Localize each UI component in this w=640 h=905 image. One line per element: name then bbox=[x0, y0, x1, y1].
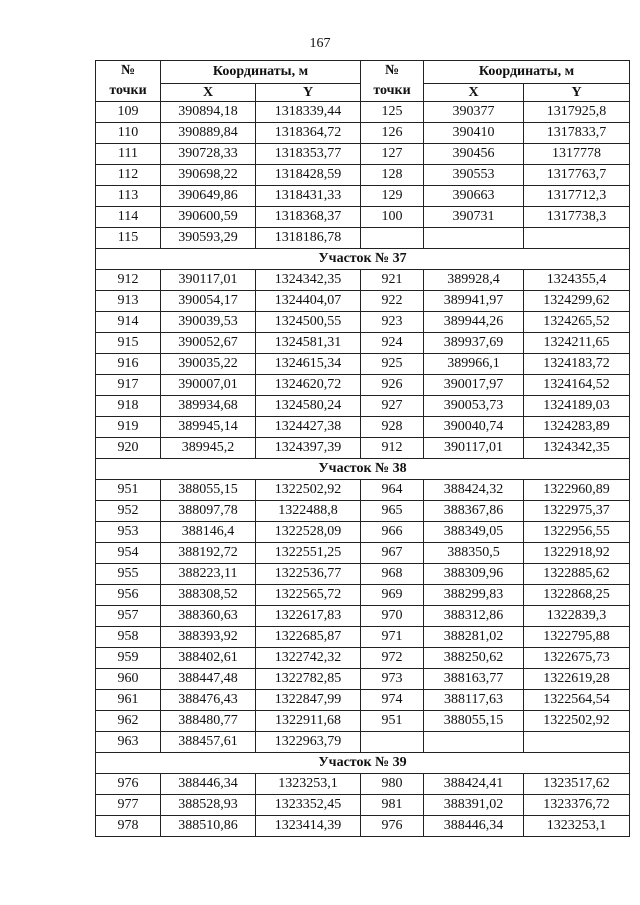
y-coordinate-cell: 1324283,89 bbox=[524, 417, 630, 438]
point-number-cell: 954 bbox=[96, 543, 161, 564]
table-row bbox=[96, 207, 630, 228]
point-number-cell: 956 bbox=[96, 585, 161, 606]
y-coordinate-cell: 1322551,25 bbox=[256, 543, 361, 564]
x-coordinate-cell: 388446,34 bbox=[161, 774, 256, 795]
y-coordinate-cell: 1317712,3 bbox=[524, 186, 630, 207]
table-row bbox=[96, 312, 630, 333]
x-coordinate-cell: 388480,77 bbox=[161, 711, 256, 732]
y-coordinate-cell: 1322617,83 bbox=[256, 606, 361, 627]
x-coordinate-cell: 390040,74 bbox=[424, 417, 524, 438]
y-coordinate-cell: 1317778 bbox=[524, 144, 630, 165]
y-coordinate-cell: 1322619,28 bbox=[524, 669, 630, 690]
x-coordinate-cell: 389944,26 bbox=[424, 312, 524, 333]
x-coordinate-cell: 388308,52 bbox=[161, 585, 256, 606]
x-coordinate-cell: 388402,61 bbox=[161, 648, 256, 669]
x-coordinate-cell: 389937,69 bbox=[424, 333, 524, 354]
y-coordinate-cell: 1323352,45 bbox=[256, 795, 361, 816]
points-label: точки bbox=[109, 83, 147, 98]
point-number-cell: 126 bbox=[361, 123, 424, 144]
x-coordinate-cell: 390039,53 bbox=[161, 312, 256, 333]
x-coordinate-cell: 388055,15 bbox=[424, 711, 524, 732]
table-row bbox=[96, 690, 630, 711]
x-coordinate-cell: 388097,78 bbox=[161, 501, 256, 522]
x-coordinate-cell: 390007,01 bbox=[161, 375, 256, 396]
point-number-cell: 971 bbox=[361, 627, 424, 648]
point-number-cell: 125 bbox=[361, 102, 424, 123]
y-coordinate-cell: 1322911,68 bbox=[256, 711, 361, 732]
point-number-cell: 100 bbox=[361, 207, 424, 228]
point-number-cell: 953 bbox=[96, 522, 161, 543]
point-number-cell: 965 bbox=[361, 501, 424, 522]
points-label: точки bbox=[373, 83, 411, 98]
x-coordinate-cell: 388192,72 bbox=[161, 543, 256, 564]
y-coordinate-cell: 1324164,52 bbox=[524, 375, 630, 396]
y-coordinate-cell: 1324183,72 bbox=[524, 354, 630, 375]
point-number-cell: 966 bbox=[361, 522, 424, 543]
y-coordinate-cell bbox=[524, 732, 630, 753]
x-coordinate-cell: 389945,14 bbox=[161, 417, 256, 438]
point-number-cell: 970 bbox=[361, 606, 424, 627]
x-coordinate-cell: 389966,1 bbox=[424, 354, 524, 375]
table-row bbox=[96, 375, 630, 396]
table-row bbox=[96, 228, 630, 249]
x-coordinate-cell: 388476,43 bbox=[161, 690, 256, 711]
x-coordinate-cell: 388117,63 bbox=[424, 690, 524, 711]
table-row bbox=[96, 816, 630, 837]
x-coordinate-cell: 390456 bbox=[424, 144, 524, 165]
table-row bbox=[96, 354, 630, 375]
point-number-cell: 912 bbox=[361, 438, 424, 459]
y-coordinate-cell: 1322960,89 bbox=[524, 480, 630, 501]
table-row bbox=[96, 795, 630, 816]
y-coordinate-cell: 1324404,07 bbox=[256, 291, 361, 312]
y-coordinate-cell: 1317763,7 bbox=[524, 165, 630, 186]
x-coordinate-cell: 389934,68 bbox=[161, 396, 256, 417]
point-number-cell bbox=[361, 732, 424, 753]
y-coordinate-cell: 1322536,77 bbox=[256, 564, 361, 585]
x-coordinate-cell: 388424,41 bbox=[424, 774, 524, 795]
y-coordinate-cell: 1322885,62 bbox=[524, 564, 630, 585]
y-coordinate-cell: 1322675,73 bbox=[524, 648, 630, 669]
section-title-row bbox=[96, 753, 630, 774]
x-coordinate-cell: 390698,22 bbox=[161, 165, 256, 186]
table-row bbox=[96, 585, 630, 606]
page-number: 167 bbox=[309, 36, 331, 51]
x-coordinate-cell: 390889,84 bbox=[161, 123, 256, 144]
x-coordinate-cell: 388424,32 bbox=[424, 480, 524, 501]
point-number-cell: 115 bbox=[96, 228, 161, 249]
point-number-cell bbox=[361, 228, 424, 249]
y-coordinate-cell: 1317738,3 bbox=[524, 207, 630, 228]
point-number-cell: 976 bbox=[96, 774, 161, 795]
point-number-cell: 951 bbox=[96, 480, 161, 501]
point-number-cell: 912 bbox=[96, 270, 161, 291]
table-row bbox=[96, 165, 630, 186]
y-coordinate-cell bbox=[524, 228, 630, 249]
y-coordinate-cell: 1324189,03 bbox=[524, 396, 630, 417]
y-coordinate-cell: 1322564,54 bbox=[524, 690, 630, 711]
y-coordinate-cell: 1323253,1 bbox=[524, 816, 630, 837]
y-coordinate-cell: 1322839,3 bbox=[524, 606, 630, 627]
table-row bbox=[96, 480, 630, 501]
y-coordinate-cell: 1323517,62 bbox=[524, 774, 630, 795]
point-number-cell: 916 bbox=[96, 354, 161, 375]
point-number-cell: 927 bbox=[361, 396, 424, 417]
x-coordinate-cell: 390117,01 bbox=[161, 270, 256, 291]
y-coordinate-cell: 1322795,88 bbox=[524, 627, 630, 648]
section-title-row bbox=[96, 459, 630, 480]
point-number-cell: 959 bbox=[96, 648, 161, 669]
y-header-left: Y bbox=[256, 84, 361, 102]
table-row bbox=[96, 522, 630, 543]
point-number-cell: 913 bbox=[96, 291, 161, 312]
x-coordinate-cell: 390410 bbox=[424, 123, 524, 144]
x-coordinate-cell: 389941,97 bbox=[424, 291, 524, 312]
table-row bbox=[96, 144, 630, 165]
coordinates-header-right: Координаты, м bbox=[424, 61, 630, 84]
y-coordinate-cell: 1322963,79 bbox=[256, 732, 361, 753]
y-coordinate-cell: 1324580,24 bbox=[256, 396, 361, 417]
point-number-cell: 967 bbox=[361, 543, 424, 564]
x-coordinate-cell: 388349,05 bbox=[424, 522, 524, 543]
x-coordinate-cell: 390054,17 bbox=[161, 291, 256, 312]
y-coordinate-cell: 1324211,65 bbox=[524, 333, 630, 354]
point-number-cell: 955 bbox=[96, 564, 161, 585]
y-coordinate-cell: 1322868,25 bbox=[524, 585, 630, 606]
y-coordinate-cell: 1317833,7 bbox=[524, 123, 630, 144]
table-header-row bbox=[96, 61, 630, 84]
y-coordinate-cell: 1324355,4 bbox=[524, 270, 630, 291]
y-coordinate-cell: 1322742,32 bbox=[256, 648, 361, 669]
table-body bbox=[96, 102, 630, 837]
table-row bbox=[96, 186, 630, 207]
point-number-cell: 920 bbox=[96, 438, 161, 459]
y-coordinate-cell: 1324299,62 bbox=[524, 291, 630, 312]
table-row bbox=[96, 774, 630, 795]
y-coordinate-cell: 1322488,8 bbox=[256, 501, 361, 522]
point-number-cell: 978 bbox=[96, 816, 161, 837]
x-coordinate-cell: 388299,83 bbox=[424, 585, 524, 606]
point-number-cell: 960 bbox=[96, 669, 161, 690]
x-coordinate-cell: 388360,63 bbox=[161, 606, 256, 627]
x-coordinate-cell: 388457,61 bbox=[161, 732, 256, 753]
y-coordinate-cell: 1322565,72 bbox=[256, 585, 361, 606]
x-coordinate-cell: 388309,96 bbox=[424, 564, 524, 585]
table-row bbox=[96, 648, 630, 669]
point-number-cell: 980 bbox=[361, 774, 424, 795]
y-coordinate-cell: 1322782,85 bbox=[256, 669, 361, 690]
x-coordinate-cell: 388312,86 bbox=[424, 606, 524, 627]
x-coordinate-cell: 390663 bbox=[424, 186, 524, 207]
y-coordinate-cell: 1324397,39 bbox=[256, 438, 361, 459]
coordinates-table bbox=[95, 60, 630, 837]
x-coordinate-cell: 390553 bbox=[424, 165, 524, 186]
y-coordinate-cell: 1322502,92 bbox=[256, 480, 361, 501]
point-number-cell: 915 bbox=[96, 333, 161, 354]
x-coordinate-cell: 388510,86 bbox=[161, 816, 256, 837]
y-coordinate-cell: 1324342,35 bbox=[256, 270, 361, 291]
table-row bbox=[96, 417, 630, 438]
point-number-header-right bbox=[361, 61, 424, 102]
point-number-cell: 961 bbox=[96, 690, 161, 711]
point-number-cell: 974 bbox=[361, 690, 424, 711]
table-row bbox=[96, 606, 630, 627]
y-coordinate-cell: 1324615,34 bbox=[256, 354, 361, 375]
y-coordinate-cell: 1318431,33 bbox=[256, 186, 361, 207]
y-coordinate-cell: 1324265,52 bbox=[524, 312, 630, 333]
table-row bbox=[96, 501, 630, 522]
point-number-cell: 976 bbox=[361, 816, 424, 837]
table-row bbox=[96, 438, 630, 459]
x-coordinate-cell: 388223,11 bbox=[161, 564, 256, 585]
section-title: Участок № 38 bbox=[96, 459, 630, 480]
y-coordinate-cell: 1318353,77 bbox=[256, 144, 361, 165]
point-number-cell: 914 bbox=[96, 312, 161, 333]
point-number-cell: 972 bbox=[361, 648, 424, 669]
point-number-cell: 958 bbox=[96, 627, 161, 648]
table-row bbox=[96, 333, 630, 354]
point-number-cell: 968 bbox=[361, 564, 424, 585]
point-number-cell: 952 bbox=[96, 501, 161, 522]
y-coordinate-cell: 1323376,72 bbox=[524, 795, 630, 816]
x-coordinate-cell: 388250,62 bbox=[424, 648, 524, 669]
point-number-cell: 951 bbox=[361, 711, 424, 732]
point-number-cell: 925 bbox=[361, 354, 424, 375]
x-coordinate-cell: 390731 bbox=[424, 207, 524, 228]
section-title-row bbox=[96, 249, 630, 270]
y-coordinate-cell: 1324620,72 bbox=[256, 375, 361, 396]
y-coordinate-cell: 1324500,55 bbox=[256, 312, 361, 333]
x-coordinate-cell: 390593,29 bbox=[161, 228, 256, 249]
x-coordinate-cell: 390017,97 bbox=[424, 375, 524, 396]
x-coordinate-cell: 388055,15 bbox=[161, 480, 256, 501]
table-row bbox=[96, 669, 630, 690]
y-coordinate-cell: 1324342,35 bbox=[524, 438, 630, 459]
y-coordinate-cell: 1322528,09 bbox=[256, 522, 361, 543]
x-header-right: X bbox=[424, 84, 524, 102]
x-coordinate-cell: 388163,77 bbox=[424, 669, 524, 690]
point-number-cell: 922 bbox=[361, 291, 424, 312]
y-coordinate-cell: 1322685,87 bbox=[256, 627, 361, 648]
y-coordinate-cell: 1323253,1 bbox=[256, 774, 361, 795]
y-coordinate-cell: 1322918,92 bbox=[524, 543, 630, 564]
y-coordinate-cell: 1318428,59 bbox=[256, 165, 361, 186]
x-coordinate-cell bbox=[424, 732, 524, 753]
x-coordinate-cell: 390377 bbox=[424, 102, 524, 123]
point-number-cell: 921 bbox=[361, 270, 424, 291]
table-row bbox=[96, 732, 630, 753]
x-coordinate-cell: 390894,18 bbox=[161, 102, 256, 123]
x-header-left: X bbox=[161, 84, 256, 102]
section-title: Участок № 39 bbox=[96, 753, 630, 774]
point-number-cell: 114 bbox=[96, 207, 161, 228]
point-number-cell: 963 bbox=[96, 732, 161, 753]
x-coordinate-cell bbox=[424, 228, 524, 249]
x-coordinate-cell: 388350,5 bbox=[424, 543, 524, 564]
y-coordinate-cell: 1322956,55 bbox=[524, 522, 630, 543]
x-coordinate-cell: 388146,4 bbox=[161, 522, 256, 543]
x-coordinate-cell: 390600,59 bbox=[161, 207, 256, 228]
x-coordinate-cell: 388393,92 bbox=[161, 627, 256, 648]
y-coordinate-cell: 1318364,72 bbox=[256, 123, 361, 144]
y-coordinate-cell: 1322847,99 bbox=[256, 690, 361, 711]
table-row bbox=[96, 396, 630, 417]
x-coordinate-cell: 390117,01 bbox=[424, 438, 524, 459]
x-coordinate-cell: 388281,02 bbox=[424, 627, 524, 648]
point-number-cell: 917 bbox=[96, 375, 161, 396]
table-row bbox=[96, 543, 630, 564]
point-number-cell: 926 bbox=[361, 375, 424, 396]
y-coordinate-cell: 1318339,44 bbox=[256, 102, 361, 123]
point-number-cell: 111 bbox=[96, 144, 161, 165]
table-row bbox=[96, 102, 630, 123]
y-coordinate-cell: 1318368,37 bbox=[256, 207, 361, 228]
y-header-right: Y bbox=[524, 84, 630, 102]
number-sign: № bbox=[384, 63, 400, 78]
point-number-cell: 918 bbox=[96, 396, 161, 417]
point-number-cell: 924 bbox=[361, 333, 424, 354]
x-coordinate-cell: 390728,33 bbox=[161, 144, 256, 165]
point-number-cell: 109 bbox=[96, 102, 161, 123]
point-number-cell: 919 bbox=[96, 417, 161, 438]
table-row bbox=[96, 123, 630, 144]
table-row bbox=[96, 564, 630, 585]
point-number-cell: 981 bbox=[361, 795, 424, 816]
y-coordinate-cell: 1323414,39 bbox=[256, 816, 361, 837]
table-row bbox=[96, 711, 630, 732]
number-sign: № bbox=[120, 63, 136, 78]
point-number-header-left bbox=[96, 61, 161, 102]
point-number-cell: 964 bbox=[361, 480, 424, 501]
point-number-cell: 969 bbox=[361, 585, 424, 606]
x-coordinate-cell: 390052,67 bbox=[161, 333, 256, 354]
x-coordinate-cell: 390649,86 bbox=[161, 186, 256, 207]
coordinates-header-left: Координаты, м bbox=[161, 61, 361, 84]
x-coordinate-cell: 388391,02 bbox=[424, 795, 524, 816]
point-number-cell: 977 bbox=[96, 795, 161, 816]
x-coordinate-cell: 388528,93 bbox=[161, 795, 256, 816]
x-coordinate-cell: 388447,48 bbox=[161, 669, 256, 690]
x-coordinate-cell: 388367,86 bbox=[424, 501, 524, 522]
section-title: Участок № 37 bbox=[96, 249, 630, 270]
y-coordinate-cell: 1322502,92 bbox=[524, 711, 630, 732]
x-coordinate-cell: 390053,73 bbox=[424, 396, 524, 417]
table-row bbox=[96, 270, 630, 291]
point-number-cell: 923 bbox=[361, 312, 424, 333]
point-number-cell: 957 bbox=[96, 606, 161, 627]
point-number-cell: 962 bbox=[96, 711, 161, 732]
x-coordinate-cell: 389928,4 bbox=[424, 270, 524, 291]
table-row bbox=[96, 627, 630, 648]
y-coordinate-cell: 1322975,37 bbox=[524, 501, 630, 522]
x-coordinate-cell: 388446,34 bbox=[424, 816, 524, 837]
y-coordinate-cell: 1317925,8 bbox=[524, 102, 630, 123]
point-number-cell: 113 bbox=[96, 186, 161, 207]
point-number-cell: 128 bbox=[361, 165, 424, 186]
point-number-cell: 973 bbox=[361, 669, 424, 690]
table-row bbox=[96, 291, 630, 312]
point-number-cell: 112 bbox=[96, 165, 161, 186]
point-number-cell: 928 bbox=[361, 417, 424, 438]
point-number-cell: 129 bbox=[361, 186, 424, 207]
y-coordinate-cell: 1318186,78 bbox=[256, 228, 361, 249]
y-coordinate-cell: 1324581,31 bbox=[256, 333, 361, 354]
x-coordinate-cell: 389945,2 bbox=[161, 438, 256, 459]
x-coordinate-cell: 390035,22 bbox=[161, 354, 256, 375]
point-number-cell: 127 bbox=[361, 144, 424, 165]
point-number-cell: 110 bbox=[96, 123, 161, 144]
y-coordinate-cell: 1324427,38 bbox=[256, 417, 361, 438]
